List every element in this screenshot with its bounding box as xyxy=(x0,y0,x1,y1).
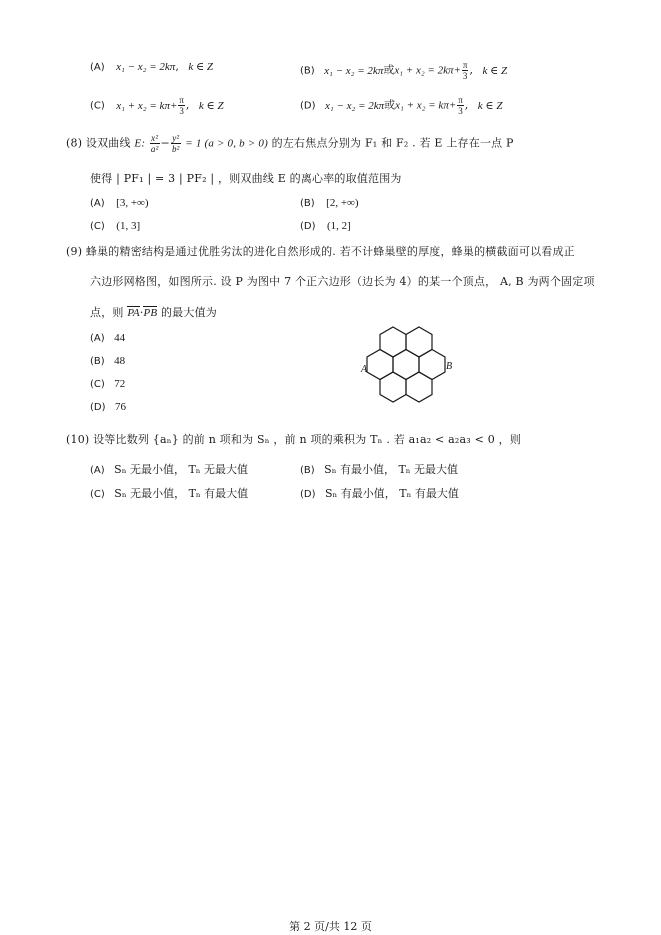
q9-stem-line3 xyxy=(90,304,217,320)
q10-option-c xyxy=(90,485,248,501)
option-expression-2: x₁ + x₂ = 2kπ+ xyxy=(394,64,461,77)
option-label: (A) xyxy=(90,62,105,73)
option-value: 72 xyxy=(114,378,126,390)
option-label: (A) xyxy=(90,333,105,344)
point-a-label: A xyxy=(361,364,368,375)
question-number: (10) xyxy=(66,433,90,446)
q7-option-b: (B) x₁ − x₂ = 2kπ或x₁ + x₂ = 2kπ+ $\frac{\pi}{3}$ , k ∈ Z xyxy=(300,60,508,81)
q8-stem-line2: 使得 | PF₁ | = 3 | PF₂ | ，则双曲线 E 的离心率的取值范围为 xyxy=(90,172,402,185)
stem-text: 点，则 xyxy=(90,306,124,319)
dot-operator: · xyxy=(139,306,144,319)
option-value: 44 xyxy=(114,332,126,344)
or-word: 或 xyxy=(384,98,396,112)
option-tail: k ∈ Z xyxy=(188,61,213,73)
option-label: (B) xyxy=(90,356,105,367)
option-expression: x₁ − x₂ = 2kπ xyxy=(116,61,176,73)
option-value: [3, +∞) xyxy=(116,197,149,209)
fraction: $\frac{\pi}{3}$ xyxy=(179,95,184,116)
equation-rest: = 1 (a > 0, b > 0) xyxy=(185,137,268,150)
q9-option-d xyxy=(90,400,126,413)
option-label: (C) xyxy=(90,100,105,112)
option-expression-1: x₁ − x₂ = 2kπ xyxy=(324,64,384,77)
option-label: (D) xyxy=(300,221,316,232)
option-value: Sₙ 无最小值， Tₙ 有最大值 xyxy=(114,487,249,500)
q10-stem xyxy=(66,431,521,447)
option-label: (C) xyxy=(90,379,105,390)
q10-option-d xyxy=(300,485,459,501)
fraction: $\frac{\pi}{3}$ xyxy=(462,60,468,81)
hexagon xyxy=(380,327,406,357)
fraction-x: $\frac{\text{x²}}{\text{a²}}$ xyxy=(150,133,159,154)
option-value: Sₙ 有最小值， Tₙ 无最大值 xyxy=(324,463,459,476)
option-value: (1, 2] xyxy=(327,220,351,232)
hexagon xyxy=(380,372,406,402)
stem-text: 设等比数列 {aₙ} 的前 n 项和为 Sₙ ，前 n 项的乘积为 Tₙ . 若 a₁a₂ < a₂a₃ < 0 ，则 xyxy=(93,433,522,446)
option-value: [2, +∞) xyxy=(326,197,359,209)
option-label: (C) xyxy=(90,221,105,232)
q9-stem-line1 xyxy=(66,243,575,259)
option-label: (D) xyxy=(300,100,316,112)
hexagon xyxy=(393,350,419,380)
hexagon xyxy=(419,350,445,380)
question-number: (8) xyxy=(66,136,83,150)
vector-pb: PB xyxy=(143,307,158,319)
question-number: (9) xyxy=(66,245,83,258)
q9-option-a xyxy=(90,331,125,344)
option-value: Sₙ 无最小值， Tₙ 无最大值 xyxy=(114,463,249,476)
fraction-y: $\frac{\text{y²}}{\text{b²}}$ xyxy=(171,133,180,154)
option-expression-1: x₁ + x₂ = kπ+ xyxy=(116,99,178,112)
q8-option-b xyxy=(300,196,359,209)
q9-stem-line2: 六边形网格图，如图所示. 设 P 为图中 7 个正六边形（边长为 4）的某一个顶点， A, B 为两个固定项 xyxy=(90,275,595,288)
option-tail: k ∈ Z xyxy=(477,99,503,112)
option-tail: k ∈ Z xyxy=(198,99,224,112)
q8-stem-line1: (8) 设双曲线 E: $\frac{\text{x²}}{\text{a²}}$ − $\frac{\text{y²}}{\text{b²}}$ = 1 (a > 0, b > 0) 的左右焦点分别为 F₁ 和 F₂ . 若 E 上存在一点 P xyxy=(66,133,514,154)
fraction: $\frac{\pi}{3}$ xyxy=(458,95,463,116)
stem-text: 的最大值为 xyxy=(160,306,217,319)
option-value: 76 xyxy=(115,401,127,413)
q8-option-d xyxy=(300,219,351,232)
option-label: (A) xyxy=(90,198,105,209)
stem-text: 的左右焦点分别为 F₁ 和 F₂ . 若 E 上存在一点 P xyxy=(271,136,514,150)
option-expression-1: x₁ − x₂ = 2kπ xyxy=(325,99,385,112)
q7-option-c: (C) x₁ + x₂ = kπ+ $\frac{\pi}{3}$ , k ∈ Z xyxy=(90,95,224,116)
q10-option-b xyxy=(300,461,458,477)
curve-name: E: xyxy=(134,137,146,150)
option-value: 48 xyxy=(114,355,126,367)
option-value: (1, 3] xyxy=(116,220,141,232)
q9-option-b xyxy=(90,354,125,367)
option-label: (D) xyxy=(90,402,106,413)
option-label: (C) xyxy=(90,489,105,500)
q10-option-a xyxy=(90,461,248,477)
option-label: (A) xyxy=(90,465,105,476)
hexagon-grid xyxy=(367,327,445,402)
option-value: Sₙ 有最小值， Tₙ 有最大值 xyxy=(325,487,459,500)
option-label: (B) xyxy=(300,65,315,77)
or-word: 或 xyxy=(383,63,395,77)
point-b-label: B xyxy=(446,361,453,372)
hexagon xyxy=(406,327,432,357)
hexagon xyxy=(406,372,432,402)
honeycomb-figure xyxy=(355,320,465,420)
hexagon xyxy=(367,350,393,380)
q7-option-d: (D) x₁ − x₂ = 2kπ或x₁ + x₂ = kπ+ $\frac{\pi}{3}$ , k ∈ Z xyxy=(300,95,503,116)
q7-option-a: (A) x₁ − x₂ = 2kπ, k ∈ Z xyxy=(90,60,213,73)
q8-option-c xyxy=(90,219,140,232)
option-tail: k ∈ Z xyxy=(482,64,508,77)
page-footer: 第 2 页/共 12 页 xyxy=(289,920,372,933)
option-label: (B) xyxy=(300,198,315,209)
stem-text: 设双曲线 xyxy=(85,136,131,150)
option-label: (D) xyxy=(300,489,316,500)
q8-option-a xyxy=(90,196,149,209)
option-label: (B) xyxy=(300,465,315,476)
stem-text: 蜂巢的精密结构是通过优胜劣汰的进化自然形成的. 若不计蜂巢壁的厚度，蜂巢的横截面可以看成正 xyxy=(85,245,575,258)
option-expression-2: x₁ + x₂ = kπ+ xyxy=(395,99,457,112)
q9-option-c xyxy=(90,377,125,390)
vector-pa: PA xyxy=(127,307,140,319)
